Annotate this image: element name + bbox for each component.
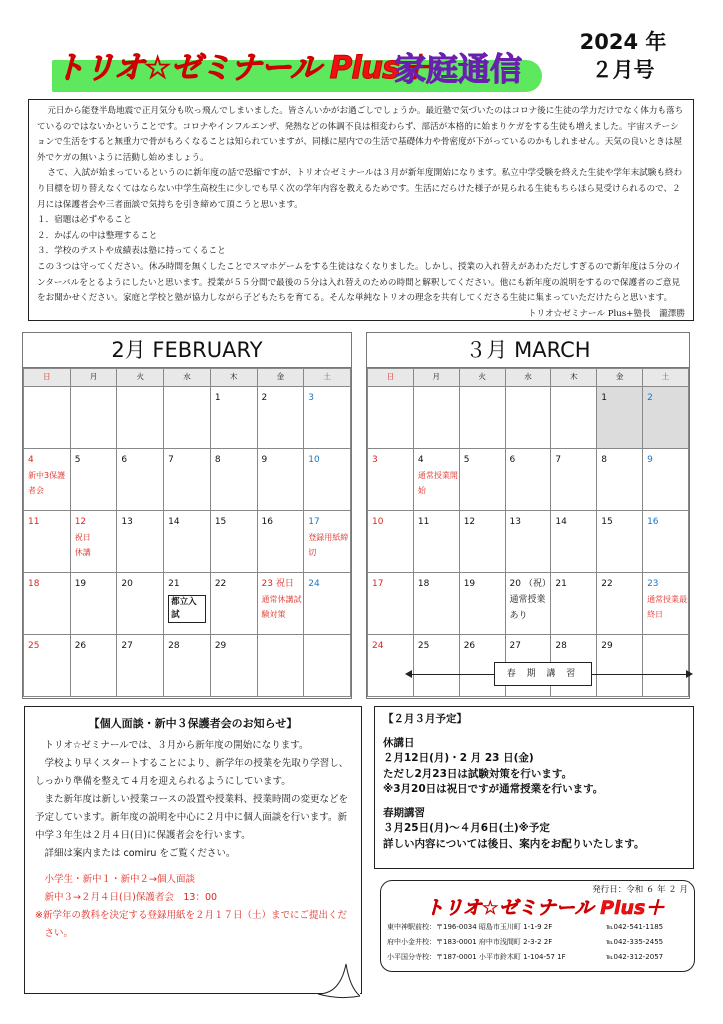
day-cell <box>643 511 689 573</box>
day-cell <box>368 449 414 511</box>
day-cell <box>117 449 164 511</box>
day-cell <box>70 449 117 511</box>
event-last-regular-day: 通常授業最終日 <box>647 595 688 619</box>
day-number: 25 <box>417 641 430 651</box>
day-number: 20 <box>121 579 133 589</box>
day-cell <box>459 387 505 449</box>
day-cell <box>643 449 689 511</box>
day-cell <box>117 573 164 635</box>
calendar-title: 2月 FEBRUARY <box>23 333 351 368</box>
letter-paragraph-2: さて、入試が始まっているというのに新年度の話で恐縮ですが、トリオ☆ゼミナールは３月が新年度開始になります。私立中学受験を終えた生徒や学年末試験も終わり目標を切り替えなくてはならない中学生高校生に少しでも早く次の学年内容を教えるためです。生活にだらけた様子が見られる生徒もちらほら見受けられるので、２月には保護者会や三者面談で気持ちを引き締めて頂こうと思います。 <box>37 168 683 210</box>
notice-spacer <box>35 863 351 871</box>
newsletter-title <box>52 40 547 96</box>
schedule-spring-heading: 春期講習 <box>383 806 425 819</box>
day-number: 18 <box>417 579 430 589</box>
day-cell <box>210 387 257 449</box>
day-number: 14 <box>168 517 180 527</box>
day-cell <box>257 387 304 449</box>
day-cell <box>413 573 459 635</box>
day-number: 27 <box>509 641 521 651</box>
day-cell <box>459 449 505 511</box>
day-cell <box>505 387 551 449</box>
day-cell <box>257 449 304 511</box>
day-cell <box>304 449 351 511</box>
director-letter <box>28 99 694 321</box>
letter-rule-1: １．宿題は必ずやること <box>37 215 132 226</box>
letter-paragraph-3-text: この３つは守ってください。休み時間を無くしたことでスマホゲームをする生徒はなくなりました。しかし、授業の入れ替えがあわただしすぎるので新年度は５分のインターバルをとるようにしたいと思います。授業が５５分間で最後の５分は入れ替えのための時間と解釈してください。他にも新年度の説明をするので保護者のご意見をお聞かせください。家庭と学校と塾が協力しながら子どもたちを育てる。そんな単純なトリオの理念を共有してくださる生徒に集まっていただけたらと思います。 <box>37 261 682 304</box>
event-classes-held: 通常授業あり <box>509 595 546 621</box>
day-cell <box>24 573 71 635</box>
day-number: 10 <box>308 455 320 465</box>
day-cell <box>413 511 459 573</box>
calendar-title: ３月 MARCH <box>367 333 689 368</box>
day-cell <box>368 387 414 449</box>
schedule-spacer <box>383 798 685 806</box>
notice-paragraph-2: 学校より早くスタートすることにより、新学年の授業を先取り学習し、しっかり準備を整えて４月を迎えられるようにしています。 <box>35 758 349 787</box>
day-number: 19 <box>74 579 87 589</box>
day-number: 29 <box>601 641 613 651</box>
day-cell <box>117 511 164 573</box>
event-regular-classes-start: 通常授業開始 <box>417 471 458 495</box>
calendar-grid <box>367 368 689 697</box>
arrow-right-icon <box>686 670 693 678</box>
weekday-thu: 木 <box>210 369 257 387</box>
issue-year: 2024 年 <box>579 30 667 54</box>
day-number: 17 <box>308 517 320 527</box>
day-cell <box>505 573 551 635</box>
day-number: 13 <box>121 517 133 527</box>
day-cell <box>597 573 643 635</box>
day-number: 6 <box>509 455 516 465</box>
day-cell <box>117 635 164 697</box>
weekday-tue: 火 <box>459 369 505 387</box>
weekday-wed: 水 <box>505 369 551 387</box>
day-cell <box>24 511 71 573</box>
day-cell <box>70 511 117 573</box>
day-number: 22 <box>214 579 227 589</box>
schedule-closed-note: ただし2月23日は試験対策を行います。 <box>383 767 573 780</box>
weekday-sat: 土 <box>643 369 689 387</box>
issue-date <box>568 28 678 84</box>
day-cell <box>368 635 414 697</box>
day-cell <box>304 511 351 573</box>
footer-school-name: トリオ☆ゼミナール Plus＋ <box>425 897 665 919</box>
branch-phone: ℡042-541-1185 <box>606 923 664 931</box>
day-cell <box>505 449 551 511</box>
branch-address: 府中小金井校：〒183-0001 府中市浅間町 2-3-2 2F <box>387 938 553 946</box>
schedule-spring-note: 詳しい内容については後日、案内をお配りいたします。 <box>383 837 645 850</box>
day-number: 11 <box>417 517 430 527</box>
calendar-february <box>22 332 352 699</box>
day-cell <box>257 573 304 635</box>
newsletter-subtitle: 家庭通信 <box>394 50 523 88</box>
day-number: 14 <box>555 517 567 527</box>
day-cell <box>164 635 211 697</box>
day-number: 9 <box>647 455 653 465</box>
event-closed-test-prep: 通常休講試験対策 <box>261 595 302 619</box>
day-number: 26 <box>74 641 87 651</box>
spring-session-label: 春 期 講 習 <box>494 662 592 686</box>
day-cell <box>70 635 117 697</box>
schedule-closed-heading: 休講日 <box>383 736 415 749</box>
day-number: 5 <box>74 455 81 465</box>
day-cell <box>413 449 459 511</box>
day-cell <box>597 511 643 573</box>
branch-address: 東中神駅前校：〒196-0034 昭島市玉川町 1-1-9 2F <box>387 923 553 931</box>
day-cell <box>164 387 211 449</box>
day-cell <box>117 387 164 449</box>
day-number: 21 <box>168 579 180 589</box>
weekday-fri: 金 <box>597 369 643 387</box>
weekday-mon: 月 <box>413 369 459 387</box>
notice-paragraph-4: 詳細は案内または comiru をご覧ください。 <box>44 848 236 859</box>
schedule-spring-dates: ３月25日(月)～４月6日(土)※予定 <box>383 822 550 834</box>
day-number: 3 <box>372 455 378 465</box>
day-number: 6 <box>121 455 128 465</box>
day-number: 1 <box>601 393 607 403</box>
branch-phone: ℡042-312-2057 <box>606 953 664 961</box>
day-number: 2 <box>261 393 268 403</box>
day-cell <box>597 449 643 511</box>
day-number: 7 <box>555 455 562 465</box>
day-number: 21 <box>555 579 567 589</box>
day-number: 5 <box>463 455 470 465</box>
day-cell <box>164 573 211 635</box>
day-number: 16 <box>647 517 659 527</box>
day-cell <box>643 635 689 697</box>
day-cell <box>210 511 257 573</box>
letter-paragraph-3 <box>37 260 685 319</box>
day-number: 4 <box>28 455 34 465</box>
notice-interview-line: 小学生・新中１・新中２→個人面談 <box>44 874 195 885</box>
event-metro-entrance-exam: 都立入試 <box>168 595 206 623</box>
issue-month: ２月号 <box>591 58 655 82</box>
notice-content <box>24 706 362 994</box>
event-parent-meeting: 新中3保護者会 <box>28 471 66 495</box>
footer-contact-box <box>380 880 695 972</box>
weekday-fri: 金 <box>257 369 304 387</box>
day-cell <box>459 511 505 573</box>
weekday-sun: 日 <box>368 369 414 387</box>
page-curl-icon <box>310 958 360 1008</box>
day-cell <box>368 573 414 635</box>
day-cell <box>413 387 459 449</box>
branch-row <box>387 920 688 935</box>
day-number: 20 （祝） <box>509 579 551 589</box>
schedule-spacer <box>383 728 685 736</box>
day-cell <box>597 387 643 449</box>
day-number: 4 <box>417 455 424 465</box>
letter-rule-2: ２．かばんの中は整理すること <box>37 230 158 241</box>
weekday-wed: 水 <box>164 369 211 387</box>
day-number: 26 <box>463 641 476 651</box>
day-number: 12 <box>463 517 476 527</box>
day-number: 22 <box>601 579 613 589</box>
day-cell <box>210 635 257 697</box>
branch-row <box>387 950 688 965</box>
weekday-sat: 土 <box>304 369 351 387</box>
day-number: 9 <box>261 455 268 465</box>
publish-date: 発行日：令和 ６ 年 ２ 月 <box>592 885 688 895</box>
day-number: 25 <box>28 641 40 651</box>
school-name-title: トリオ☆ゼミナール Plus＋ <box>54 50 430 86</box>
day-number: 2 <box>647 393 653 403</box>
day-number: 18 <box>28 579 40 589</box>
day-cell <box>551 511 597 573</box>
notice-registration-line: ※新学年の教科を決定する登録用紙を２月１７日（土）までにご提出ください。 <box>35 910 347 939</box>
day-cell <box>505 511 551 573</box>
day-number: 8 <box>601 455 607 465</box>
event-registration-deadline: 登録用紙締切 <box>308 533 349 557</box>
calendar-march <box>366 332 690 699</box>
day-cell <box>210 449 257 511</box>
weekday-mon: 月 <box>70 369 117 387</box>
day-cell <box>210 573 257 635</box>
day-cell <box>551 449 597 511</box>
branch-row <box>387 935 688 950</box>
day-cell <box>643 573 689 635</box>
day-number: 8 <box>214 455 221 465</box>
notice-paragraph-1: トリオ☆ゼミナールでは、３月から新年度の開始になります。 <box>44 740 309 751</box>
day-cell <box>304 387 351 449</box>
weekday-tue: 火 <box>117 369 164 387</box>
day-number: 19 <box>463 579 476 589</box>
day-number: 28 <box>168 641 180 651</box>
day-cell <box>257 511 304 573</box>
day-cell <box>413 635 459 697</box>
day-cell <box>164 511 211 573</box>
day-number: 24 <box>372 641 384 651</box>
day-number: 11 <box>28 517 40 527</box>
schedule-closed-dates: ２月12日(月)・2 月 23 日(金) <box>383 752 534 764</box>
day-cell <box>304 635 351 697</box>
day-number: 10 <box>372 517 384 527</box>
arrow-left-icon <box>405 670 412 678</box>
weekday-sun: 日 <box>24 369 71 387</box>
event-holiday-closed: 祝日休講 <box>74 533 91 557</box>
day-cell <box>551 573 597 635</box>
branch-phone: ℡042-335-2455 <box>606 938 664 946</box>
day-cell <box>304 573 351 635</box>
branch-address: 小平国分寺校：〒187-0001 小平市鈴木町 1-104-57 1F <box>387 953 566 961</box>
day-number: 28 <box>555 641 567 651</box>
day-number: 16 <box>261 517 273 527</box>
day-number: 23 祝日 <box>261 579 294 589</box>
day-cell <box>597 635 643 697</box>
day-cell <box>164 449 211 511</box>
day-cell <box>24 635 71 697</box>
day-number: 17 <box>372 579 384 589</box>
day-cell <box>70 573 117 635</box>
day-cell <box>24 387 71 449</box>
schedule-box <box>374 706 694 869</box>
notice-parent-meeting-line: 新中３→２月４日(日)保護者会 13：00 <box>44 892 218 903</box>
day-cell <box>24 449 71 511</box>
day-number: 1 <box>214 393 221 403</box>
day-cell <box>643 387 689 449</box>
day-cell <box>368 511 414 573</box>
day-number: 23 <box>647 579 659 589</box>
day-number: 15 <box>214 517 227 527</box>
day-number: 27 <box>121 641 133 651</box>
notice-box <box>24 706 362 1006</box>
day-cell <box>459 573 505 635</box>
day-number: 15 <box>601 517 613 527</box>
day-number: 3 <box>308 393 314 403</box>
day-number: 13 <box>509 517 521 527</box>
weekday-thu: 木 <box>551 369 597 387</box>
notice-title: 【個人面談・新中３保護者会のお知らせ】 <box>88 717 298 730</box>
day-number: 29 <box>214 641 227 651</box>
letter-signature: トリオ☆ゼミナール Plus+塾長 瀧澤勝 <box>527 308 685 319</box>
day-cell <box>257 635 304 697</box>
day-cell <box>551 387 597 449</box>
letter-paragraph-1: 元日から能登半島地震で正月気分も吹っ飛んでしまいました。皆さんいかがお過ごしでしょうか。最近塾で気づいたのはコロナ後に生徒の学力だけでなく体力も落ちているのではないかということです。コロナやインフルエンザ、発熱などの体調不良は相変わらず、部活が本格的に始まりケガをする生徒も増えました。宇宙ステーションで生活をすると無重力で骨がもろくなることは知られていますが、同様に屋内での生活で基礎体力や骨密度が下がっているのかもしれません。天気の良いときは屋外でケガの無いように活動し始めましょう。 <box>37 106 684 163</box>
day-number: 7 <box>168 455 174 465</box>
schedule-holiday-note: ※3月20日は祝日ですが通常授業を行います。 <box>383 783 604 795</box>
day-cell <box>70 387 117 449</box>
day-number: 12 <box>74 517 87 527</box>
calendar-grid <box>23 368 351 697</box>
notice-paragraph-3: また新年度は新しい授業コースの設置や授業料、授業時間の変更などを予定しています。新年度の説明を中心に２月中に個人面談を行います。新中学３年生は２月４日(日)に保護者会を行います。 <box>35 794 349 841</box>
schedule-title: 【２月３月予定】 <box>383 713 467 725</box>
day-number: 24 <box>308 579 320 589</box>
letter-rule-3: ３．学校のテストや成績表は塾に持ってくること <box>37 246 226 257</box>
